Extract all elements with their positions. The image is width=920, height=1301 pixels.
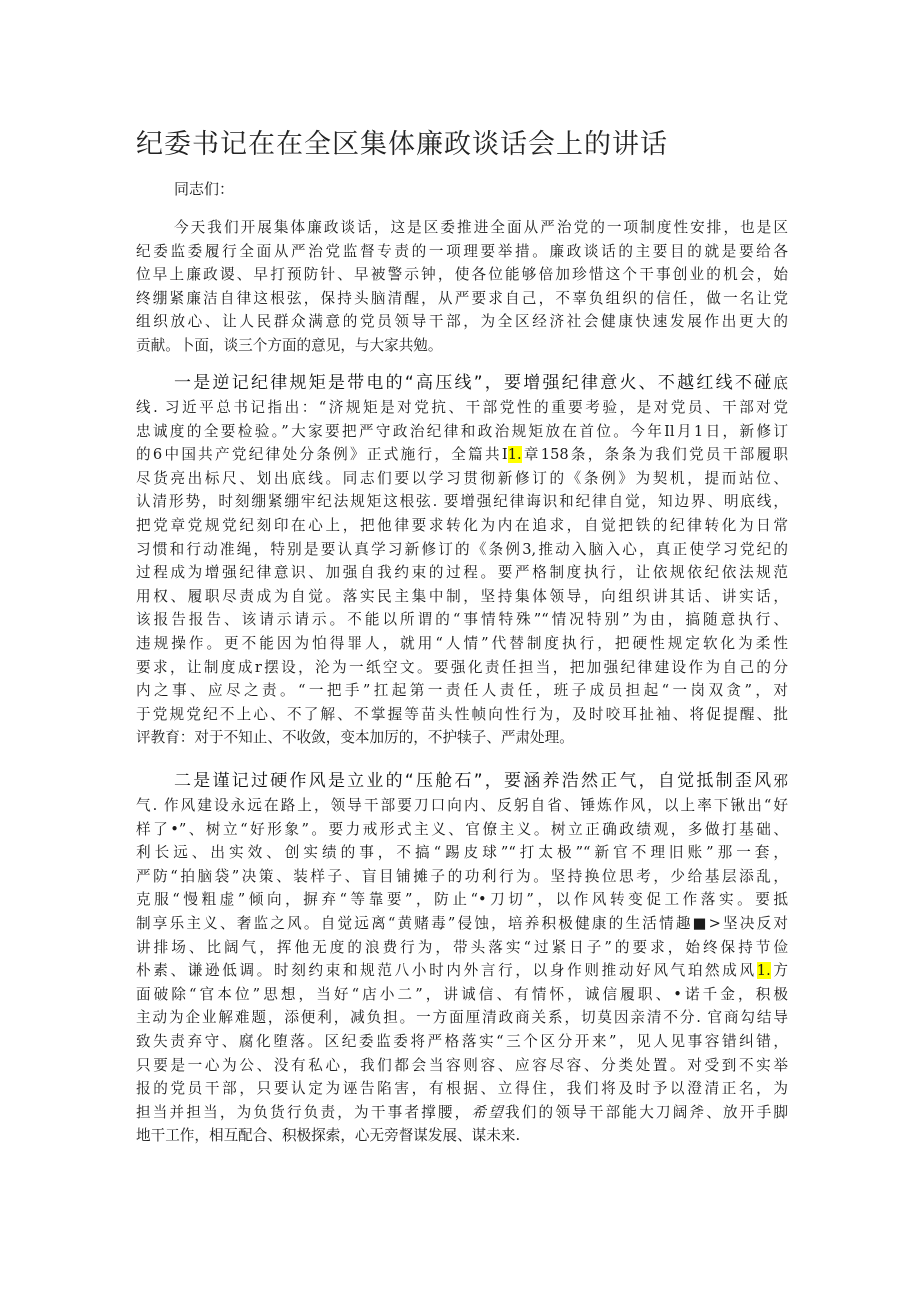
section-2-heading: 二是谨记过硬作风是立业的“压舱石”，要涵养浩然正气，自觉抵制歪风 [174,771,774,791]
greeting: 同志们： [174,180,235,198]
highlight-mark: 1. [507,446,522,464]
text-line: 贡献。卜面，谈三个方面的意见，与大家共勉。 [136,336,443,354]
section-1-paragraph [136,370,788,750]
text-fragment: 方 [770,962,788,980]
section-1-heading: 一是逆记纪律规矩是带电的“高压线”，要增强纪律意火、不越红线不碰 [174,373,774,393]
text-line: 致失责弃守、腐化堕落。区纪委监委将严格落实“三个区分开来”，见人见事容错纠错， [136,1032,788,1050]
text-line: 报的党员干部，只要认定为诬告陷害，有根据、立得住，我们将及时予以澄清正名，为 [136,1080,788,1098]
text-line: 过程成为增强纪律意识、加强自我约束的过程。要严格制度执行，让依规依纪依法规范 [136,564,788,582]
text-line: 线. 习近平总书记指出：“济规矩是对党抗、干部党性的重要考验，是对党员、干部对党 [136,399,788,416]
text-line: 制享乐主义、奢监之风。自觉远离“黄赌毒”侵蚀，培养积极健康的生活情趣■>坚决反对 [136,914,788,932]
heading-tail: 邪 [773,773,788,790]
section-2-paragraph [136,768,788,1148]
text-line: 评教育：对于不知止、不收敛，变本加厉的，不护犊子、严肃处理。 [136,729,574,747]
text-line: 尽货亮出标尺、划出底线。同志们要以学习贯彻新修订的《条例》为契机，提而站位、 [136,469,788,487]
text-line: 纪委监委履行全面从严治党监督专责的一项理要举措。廉政谈话的主要目的就是要给各 [136,242,788,260]
text-fragment: 章158条，条条为我们党员干部履职 [521,446,788,464]
text-line: 忠诚度的全要检验。”大家要把严守政治纪律和政治规矩放在首位。今年Il月1日，新修订 [136,422,788,440]
text-line: 要求，让制度成r摆设，沦为一纸空文。要强化责任担当，把加强纪律建设作为自己的分 [136,658,788,676]
text-line: 习惯和行动准绳，特别是要认真学习新修订的《条例3,推动入脑入心，真正使学习党纪的 [136,540,788,558]
text-line: 克服“慢粗虚”倾向，摒弃“等靠要”，防止“•刀切”，以作风转变促工作落实。要抵 [136,891,788,909]
text-line: 终绷紧廉洁自律这根弦，保持头脑清醒，从严要求自己，不辜负组织的信任，做一名让党 [136,289,788,307]
text-line: 于党规党纪不上心、不了解、不掌握等苗头性帧向性行为，及时咬耳扯袖、将促提醒、批 [136,705,788,723]
highlight-mark: 1. [756,962,771,980]
text-line: 把党章党规党纪刻印在心上，把他律要求转化为内在追求，自觉把铁的纪律转化为日常 [136,516,788,534]
text-line: 内之事、应尽之责。“一把手”扛起第一责任人责任，班子成员担起“一岗双贪”，对 [136,682,788,700]
text-line: 位早上廉政谡、早打预防针、早被警示钟，使各位能够倍加珍惜这个干事创业的机会，始 [136,266,788,284]
text-line: 今天我们开展集体廉政谈话，这是区委推进全面从严治党的一项制度性安排，也是区 [174,219,788,236]
heading-tail: 底 [773,375,788,392]
text-fragment: 担当并担当，为负货行负责，为干事者撑腰， [136,1103,472,1121]
text-line: 违规操作。更不能因为怕得罪人，就用“人情”代替制度执行，把硬性规定软化为柔性 [136,634,788,652]
text-line [136,959,788,983]
text-line: 样了•”、树立“好形象”。要力戒形式主义、官僚主义。树立正确政绩观，多做打基础、 [136,820,788,838]
italic-word: 希望 [471,1103,506,1121]
text-line: 气. 作风建设永远在路上，领导干部要刀口向内、反躬自省、锤炼作风，以上率下锹出“好 [136,797,788,814]
text-line: 认清形势，时刻绷紧绷牢纪法规矩这根弦. 要增强纪律诲识和纪律自觉，知边界、明底线， [136,493,788,511]
text-line: 组织放心、让人民群众满意的党员领导干部，为全区经济社会健康快速发展作出更大的 [136,313,788,331]
intro-paragraph [136,216,788,358]
text-line [136,443,788,467]
text-line [136,1101,788,1125]
text-fragment: 朴素、谦逊低调。时刻约束和规范八小时内外言行，以身作则推动好风气珀然成风 [136,962,757,980]
text-line: 主动为企业解难题，添便利，减负担。一方面厘清政商关系，切莫因亲清不分. 官商勾结导 [136,1009,788,1027]
text-line: 地干工作，相互配合、积极探索，心无旁督谋发展、谋未来. [136,1127,521,1145]
page-title: 纪委书记在在全区集体廉政谈话会上的讲话 [136,129,668,160]
text-fragment: 的6中国共产党纪律处分条例》正式施行，全篇共I [136,446,508,464]
text-line: 面破除“官本位”思想，当好“店小二”，讲诚信、有情怀，诚信履职、•诺千金，积极 [136,985,788,1003]
text-fragment: 我们的领导干部能大刀阔斧、放开手脚 [505,1103,788,1121]
text-line: 该报告报告、该请示请示。不能以所谓的“事情特殊”“情况特别”为由，搞随意执行、 [136,611,788,629]
section-2-heading-line [136,768,788,794]
text-line: 只要是一心为公、没有私心，我们都会当容则容、应容尽容、分类处置。对受到不实举 [136,1056,788,1074]
text-line: 利长远、出实效、创实绩的事，不搞“踢皮球”“打太极”“新官不理旧账”那一套， [136,844,788,862]
text-line: 严防“拍脑袋”决策、装样子、盲目铺摊子的功利行为。坚持换位思考，少给基层添乱， [136,867,788,885]
section-1-heading-line [136,370,788,396]
text-line: 用权、履职尽责成为自觉。落实民主集中制，坚持集体领导，向组织讲其话、讲实话， [136,587,788,605]
text-line: 讲排场、比阔气，挥他无度的浪费行为，带头落实“过紧日子”的要求，始终保持节俭 [136,938,788,956]
